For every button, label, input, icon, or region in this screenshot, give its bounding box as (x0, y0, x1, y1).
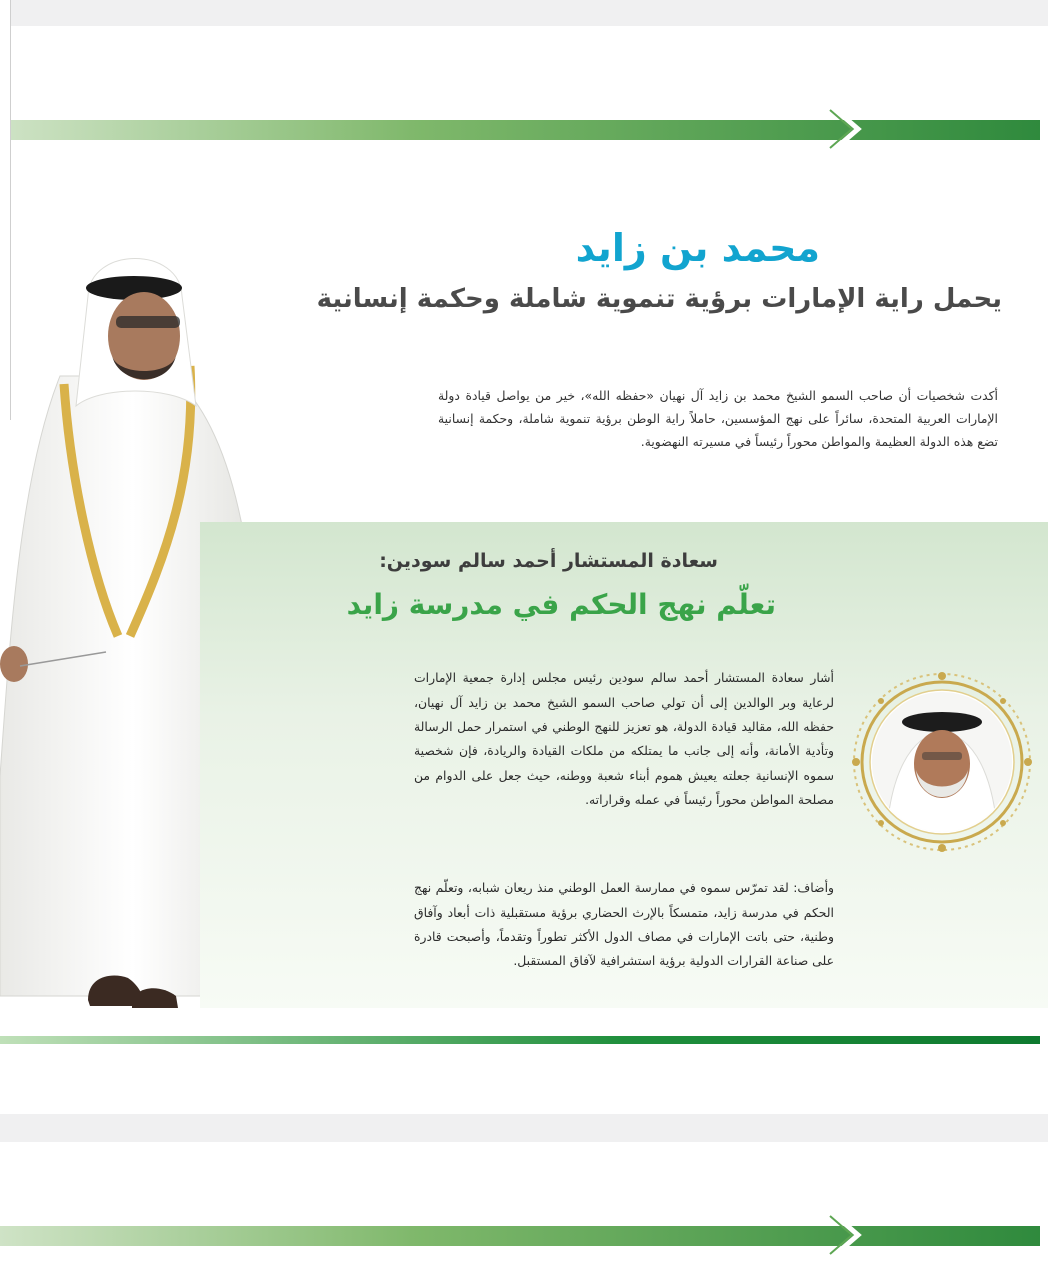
next-page (0, 1142, 1048, 1280)
chevron-right-icon (828, 104, 868, 154)
speaker-portrait (846, 666, 1038, 858)
quote-title: تعلّم نهج الحكم في مدرسة زايد (346, 588, 776, 621)
next-page-header-band (0, 1226, 1040, 1246)
body-paragraph-1: أشار سعادة المستشار أحمد سالم سودين رئيس مجلس إدارة جمعية الإمارات لرعاية وبر الوالدين إلى أن تولي صاحب السمو الشيخ محمد بن زايد آل نهيان، حفظه الله، مقاليد قيادة الدولة، هو تعزيز للنهج الوطني في استمرار حمل الرسالة وتأدية الأمانة، وأنه إلى جانب ما يمتلكه من ملكات القيادة والريادة، فإن شخصية سموه الإنسانية جعلته يعيش هموم أبناء شعبة ووطنه، حيث جعل على الدوام من مصلحة المواطن محوراً رئيساً في عمله وقراراته. (414, 670, 834, 807)
header-band (0, 120, 1040, 140)
chevron-right-icon (828, 1210, 868, 1260)
intro-paragraph: أكدت شخصيات أن صاحب السمو الشيخ محمد بن زايد آل نهيان «حفظه الله»، خير من يواصل قيادة دولة الإمارات العربية المتحدة، سائراً على نهج المؤسسين، حاملاً راية الوطن برؤية تنموية شاملة، وحكمة إنسانية تضع هذه الدولة العظيمة والمواطن محوراً رئيساً في مسيرته النهضوية. (438, 388, 998, 450)
body-paragraph-2: وأضاف: لقد تمرّس سموه في ممارسة العمل الوطني منذ ريعان شبابه، وتعلّم نهج الحكم في مدرسة زايد، متمسكاً بالإرث الحضاري برؤية مستقبلية ذات أبعاد وآفاق وطنية، حتى باتت الإمارات في مصاف الدول الأكثر تطوراً وتقدماً، وأصبحت قادرة على صناعة القرارات الدولية برؤية استشرافية لآفاق المستقبل. (414, 880, 834, 969)
magazine-page (0, 26, 1048, 1114)
page-edge-gutter (0, 0, 11, 420)
footer-band (0, 1036, 1040, 1044)
article-subtitle: يحمل راية الإمارات برؤية تنموية شاملة وحكمة إنسانية (316, 284, 1002, 314)
article-title: محمد بن زايد (575, 226, 820, 270)
speaker-heading: سعادة المستشار أحمد سالم سودين: (379, 550, 718, 572)
